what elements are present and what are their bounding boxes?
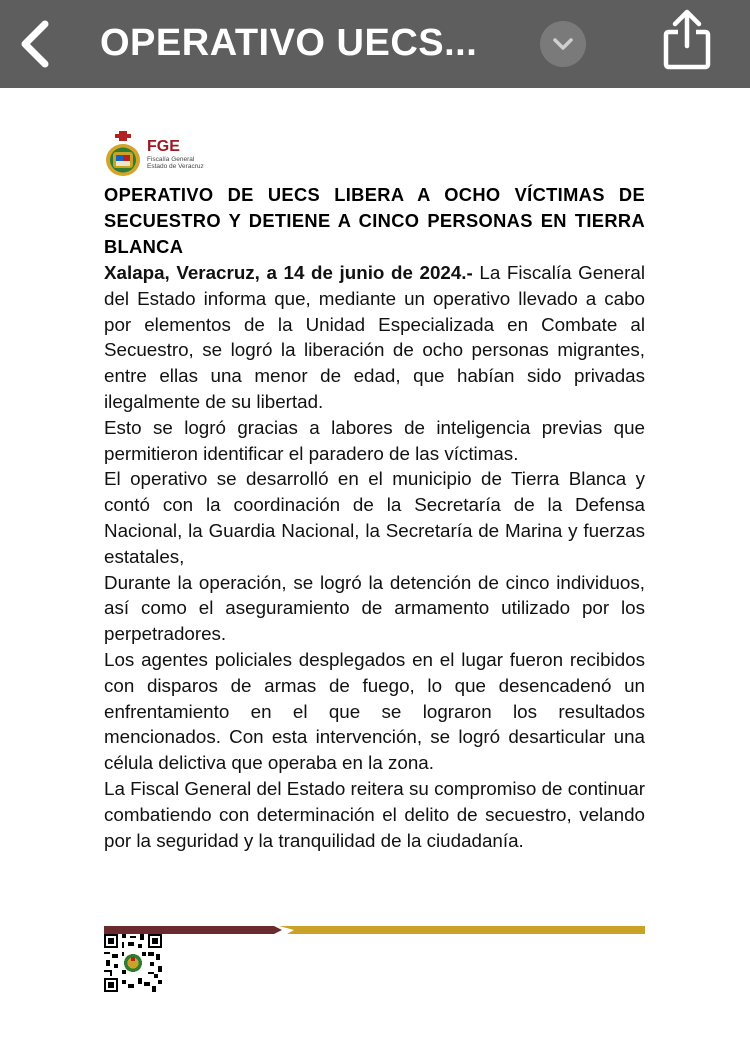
chevron-down-icon [552,37,574,51]
paragraph-3: El operativo se desarrolló en el municipio de Tierra Blanca y contó con la coordinación de la Secretaría de la Defensa Nacional, la Guardia Nacional, la Secretaría de Marina y fuerzas estatales, [104,468,645,567]
top-navigation-bar [0,0,750,88]
share-button[interactable] [656,4,718,74]
expand-title-button[interactable] [540,21,586,67]
veracruz-seal-icon [104,131,142,177]
footer-stripe [104,926,645,934]
logo-line-2: Estado de Veracruz [147,163,204,170]
qr-code[interactable] [104,934,162,992]
fge-logo [104,128,645,180]
paragraph-1-text: La Fiscalía General del Estado informa que, mediante un operativo llevado a cabo por elementos de la Unidad Especializada en Combate al Secuestro, se logró la liberación de ocho personas migrantes, entre ellas una menor de edad, que habían sido privadas ilegalmente de su libertad. [104,262,645,412]
press-release [104,128,645,853]
back-button[interactable] [10,14,60,74]
paragraph-5: Los agentes policiales desplegados en el lugar fueron recibidos con disparos de armas de fuego, lo que desencadenó un enfrentamiento en el que se lograron los resultados mencionados. Con esta intervención, se logró desarticular una célula delictiva que operaba en la zona. [104,648,645,774]
paragraph-2: Esto se logró gracias a labores de inteligencia previas que permitieron identificar el paradero de las víctimas. [104,416,645,464]
logo-line-1: Fiscalía General [147,156,195,163]
page-title: OPERATIVO UECS... [100,22,478,64]
paragraph-6: La Fiscal General del Estado reitera su compromiso de continuar combatiendo con determinación el delito de secuestro, velando por la seguridad y la tranquilidad de la ciudadanía. [104,777,645,851]
dateline: Xalapa, Veracruz, a 14 de junio de 2024.- [104,262,473,283]
headline: OPERATIVO DE UECS LIBERA A OCHO VÍCTIMAS DE SECUESTRO Y DETIENE A CINCO PERSONAS EN TIERRA BLANCA [104,184,645,257]
share-icon [661,8,713,70]
paragraph-4: Durante la operación, se logró la detención de cinco individuos, así como el aseguramiento de armamento utilizado por los perpetradores. [104,571,645,645]
chevron-left-icon [18,19,52,69]
article-body [104,260,645,853]
paragraph-1 [104,260,645,415]
logo-abbreviation: FGE [147,138,180,155]
